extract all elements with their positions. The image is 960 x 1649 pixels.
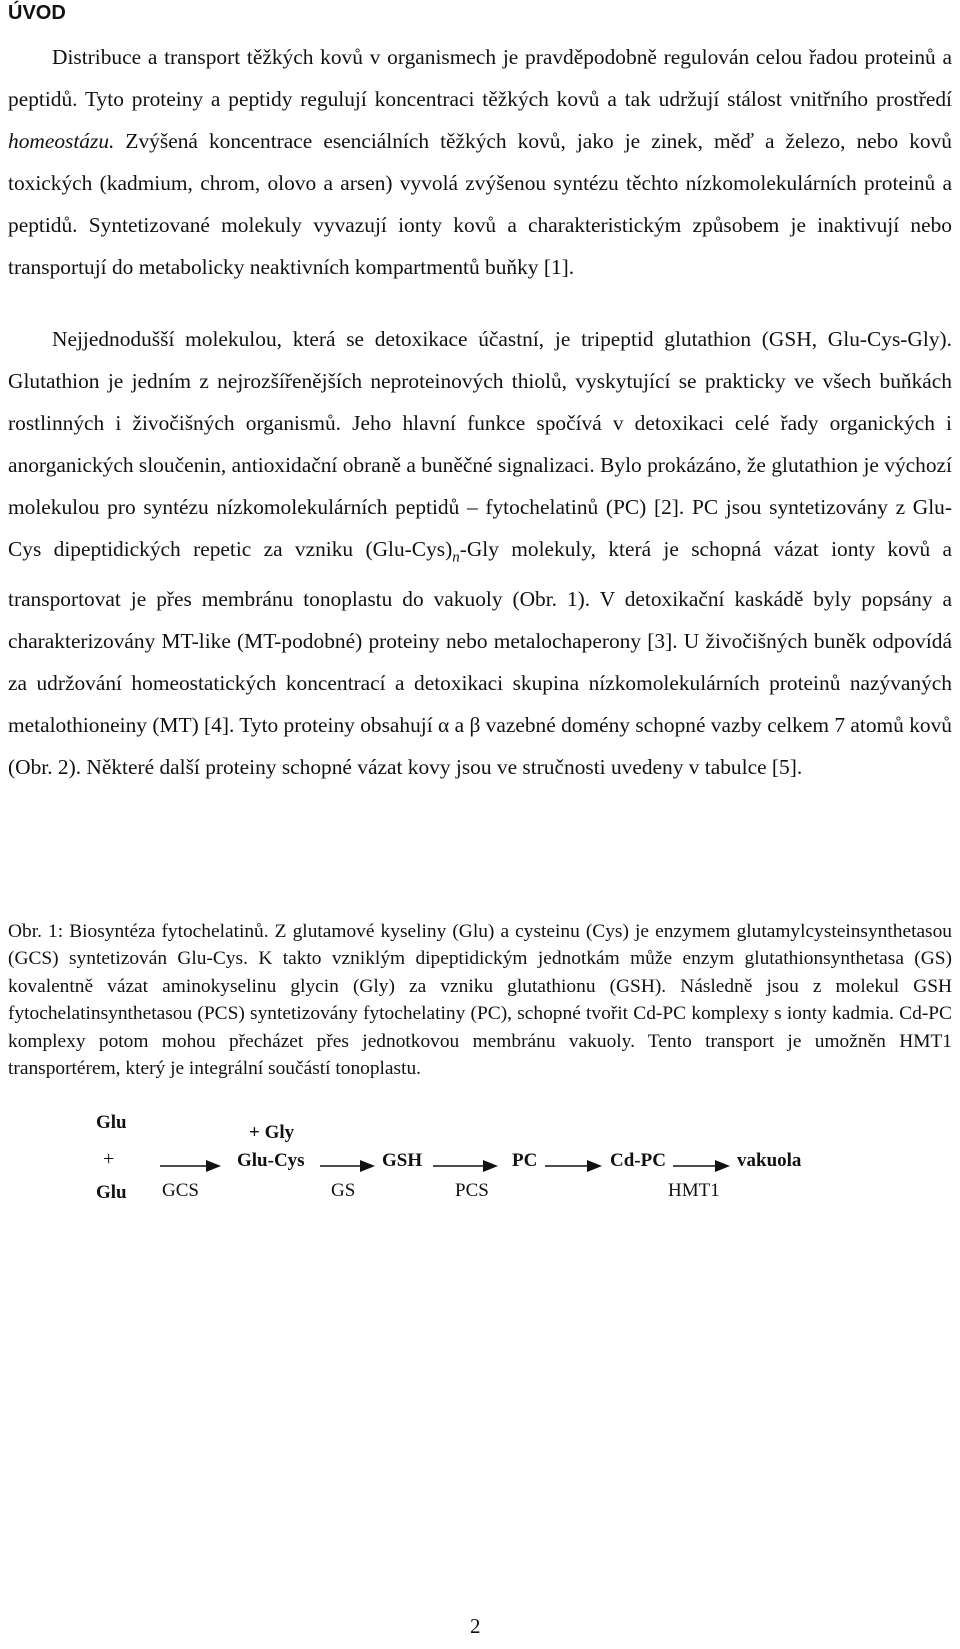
arrow-icon: [673, 1159, 731, 1173]
figure-caption: Obr. 1: Biosyntéza fytochelatinů. Z glutamové kyseliny (Glu) a cysteinu (Cys) je enzymem glutamylcysteinsynthetasou (GCS) syntetizován Glu-Cys. K takto vzniklým dipeptidickým jednotkám může enzym glutathionsynthetasa (GS) kovalentně vázat aminokyselinu glycin (Gly) za vzniku glutathionu (GSH). Následně jsou z molekul GSH fytochelatinsynthetasou (PCS) syntetizovány fytochelatiny (PC), schopné tvořit Cd-PC komplexy s ionty kadmia. Cd-PC komplexy potom mohou přecházet přes jednotkovou membránu vakuoly. Tento transport je umožněn HMT1 transportérem, který je integrální součástí tonoplastu.: [8, 921, 952, 1080]
diagram-node-glu-top: Glu: [96, 1112, 127, 1133]
arrow-icon: [545, 1159, 603, 1173]
subscript-n: n: [452, 549, 460, 566]
paragraph-2-text-a: Nejjednodušší molekulou, která se detoxikace účastní, je tripeptid glutathion (GSH, Glu-Cys-Gly). Glutathion je jedním z nejrozšířenějších neproteinových thiolů, vyskytující se prakticky ve všech buňkách rostlinných i živočišných organismů. Jeho hlavní funkce spočívá v detoxikaci celé řady organických i anorganických sloučenin, antioxidační obraně a buněčné signalizaci. Bylo prokázáno, že glutathion je výchozí molekulou pro syntézu nízkomolekulárních peptidů – fytochelatinů (PC) [2]. PC jsou syntetizovány z Glu-Cys dipeptidických repetic za vzniku (Glu-Cys): [8, 327, 952, 561]
diagram-enzyme-gcs: GCS: [162, 1180, 199, 1201]
paragraph-1: [8, 36, 952, 288]
arrow-icon: [433, 1159, 499, 1173]
paragraph-1-text-c: Zvýšená koncentrace esenciálních těžkých kovů, jako je zinek, měď a železo, nebo kovů toxických (kadmium, chrom, olovo a arsen) vyvolá zvýšenou syntézu těchto nízkomolekulárních proteinů a peptidů. Syntetizované molekuly vyvazují ionty kovů a charakteristickým způsobem je inaktivují nebo transportují do metabolicky neaktivních kompartmentů buňky [1].: [8, 129, 952, 279]
diagram-node-glu-bottom: Glu: [96, 1182, 127, 1203]
arrow-icon: [320, 1159, 376, 1173]
diagram-plus-gly: + Gly: [249, 1122, 295, 1143]
section-heading: ÚVOD: [8, 2, 66, 24]
paragraph-2-text-b: -Gly molekuly, která je schopná vázat ionty kovů a transportovat je přes membránu tonoplastu do vakuoly (Obr. 1). V detoxikační kaskádě byly popsány a charakterizovány MT-like (MT-podobné) proteiny nebo metalochaperony [3]. U živočišných buněk odpovídá za udržování homeostatických koncentrací a detoxikaci skupina nízkomolekulárních proteinů nazývaných metalothioneiny (MT) [4]. Tyto proteiny obsahují α a β vazebné domény schopné vazby celkem 7 atomů kovů (Obr. 2). Některé další proteiny schopné vázat kovy jsou ve stručnosti uvedeny v tabulce [5].: [8, 537, 952, 780]
diagram-node-vakuola: vakuola: [737, 1150, 802, 1171]
diagram-node-pc: PC: [512, 1150, 538, 1171]
diagram-enzyme-hmt1: HMT1: [668, 1180, 720, 1201]
paragraph-2: [8, 318, 952, 788]
diagram-plus-sign: +: [103, 1148, 115, 1170]
diagram-enzyme-pcs: PCS: [455, 1180, 489, 1201]
paragraph-1-text-a: Distribuce a transport těžkých kovů v organismech je pravděpodobně regulován celou řadou proteinů a peptidů. Tyto proteiny a peptidy regulují koncentraci těžkých kovů a tak udržují stálost vnitřního prostředí: [8, 45, 952, 111]
diagram-node-glu-cys: Glu-Cys: [237, 1150, 305, 1171]
arrow-icon: [160, 1159, 222, 1173]
paragraph-1-italic-term: homeostázu.: [8, 129, 115, 153]
diagram-enzyme-gs: GS: [331, 1180, 356, 1201]
diagram-node-cd-pc: Cd-PC: [610, 1150, 666, 1171]
diagram-node-gsh: GSH: [382, 1150, 423, 1171]
page-number: 2: [470, 1614, 481, 1638]
phytochelatin-biosynthesis-diagram: [0, 1108, 960, 1238]
